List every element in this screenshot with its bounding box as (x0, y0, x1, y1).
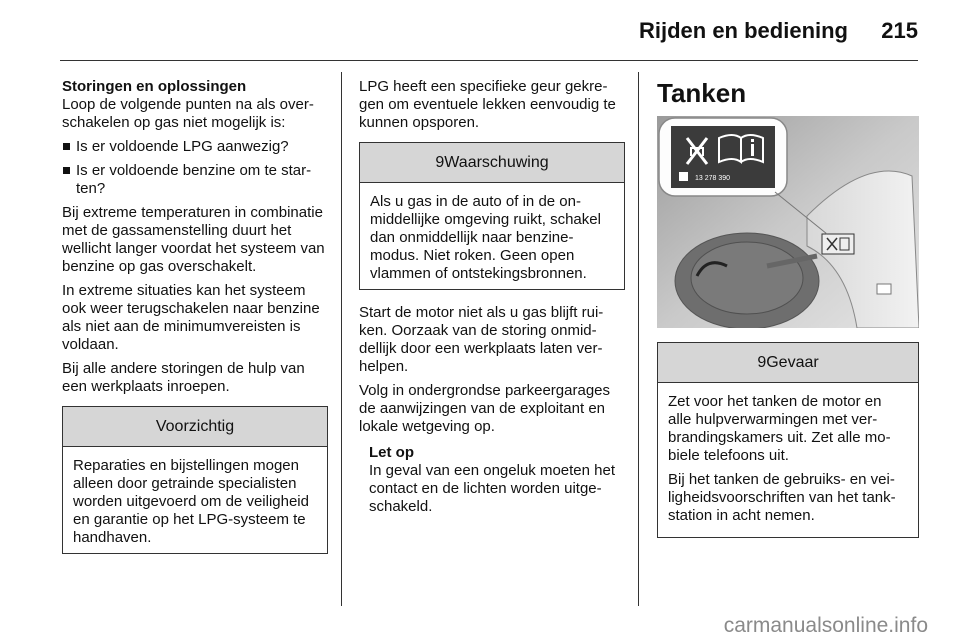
caution-box (62, 406, 328, 554)
list-item: Is er voldoende benzine om te starten? (62, 162, 328, 198)
danger-box (657, 342, 919, 538)
paragraph: Bij alle andere storingen de hulp van een werkplaats inroepen. (62, 360, 305, 395)
warning-title: Waarschuwing (444, 154, 549, 171)
column-3 (657, 78, 919, 552)
danger-body (658, 383, 918, 537)
paragraph: Start de motor niet als u gas blijft ruiken. Oorzaak van de storing onmiddellijk door een werkplaats laten verhelpen. (359, 304, 604, 375)
list-item: Is er voldoende LPG aanwezig? (62, 138, 328, 156)
subheading: Storingen en oplossingen (62, 78, 247, 95)
note-title: Let op (369, 444, 414, 461)
column-2 (359, 78, 625, 516)
danger-header (658, 343, 918, 383)
checklist (62, 138, 328, 198)
danger-symbol-icon: 9 (757, 354, 767, 371)
page-number: 215 (881, 18, 918, 43)
warning-symbol-icon: 9 (435, 154, 445, 171)
fuel-flap-photo (657, 116, 919, 328)
column-divider-1 (341, 72, 342, 606)
note-block (359, 444, 625, 516)
bullet-square-icon (63, 143, 70, 150)
note-body: In geval van een ongeluk moeten het contact en de lichten worden uitgeschakeld. (369, 462, 616, 515)
paragraph: Bij het tanken de gebruiks- en veiligheidsvoorschriften van het tankstation in acht nemen. (668, 471, 896, 524)
bullet-square-icon (63, 167, 70, 174)
column-divider-2 (638, 72, 639, 606)
fuel-flap-figure (657, 116, 919, 328)
site-watermark: carmanualsonline.info (723, 614, 928, 637)
paragraph: In extreme situaties kan het systeem ook weer terugschakelen naar benzine als niet aan de minimumvereisten is voldaan. (62, 282, 320, 353)
page-header (0, 0, 960, 60)
section-title: Tanken (657, 78, 747, 108)
paragraph: Bij extreme temperaturen in combinatie met de gassamenstelling duurt het wellicht langer voordat het systeem van benzine op gas overschakelt. (62, 204, 325, 275)
warning-box (359, 142, 625, 290)
paragraph: Zet voor het tanken de motor en alle hulpverwarmingen met verbrandingskamers uit. Zet alle mobiele telefoons uit. (668, 393, 891, 464)
warning-body: Als u gas in de auto of in de onmiddellijke omgeving ruikt, schakel dan onmiddellijk naar benzinemodus. Niet roken. Geen open vlammen of ontstekingsbronnen. (370, 193, 601, 282)
header-divider (60, 60, 918, 61)
part-number-label: 13 278 390 (695, 175, 731, 182)
column-1 (62, 78, 328, 568)
paragraph: LPG heeft een specifieke geur gekregen om eventuele lekken eenvoudig te kunnen opsporen. (359, 78, 616, 131)
intro-paragraph: Loop de volgende punten na als overschakelen op gas niet mogelijk is: (62, 96, 314, 131)
caution-body: Reparaties en bijstellingen mogen alleen door getrainde specialisten worden uitgevoerd om de veiligheid en garantie op het LPG-systeem te handhaven. (73, 457, 309, 546)
caution-title: Voorzichtig (63, 407, 327, 447)
running-title: Rijden en bediening (638, 18, 848, 43)
danger-title: Gevaar (766, 354, 819, 371)
paragraph: Volg in ondergrondse parkeergarages de aanwijzingen van de exploitant en lokale wetgeving op. (359, 382, 611, 435)
warning-header (360, 143, 624, 183)
